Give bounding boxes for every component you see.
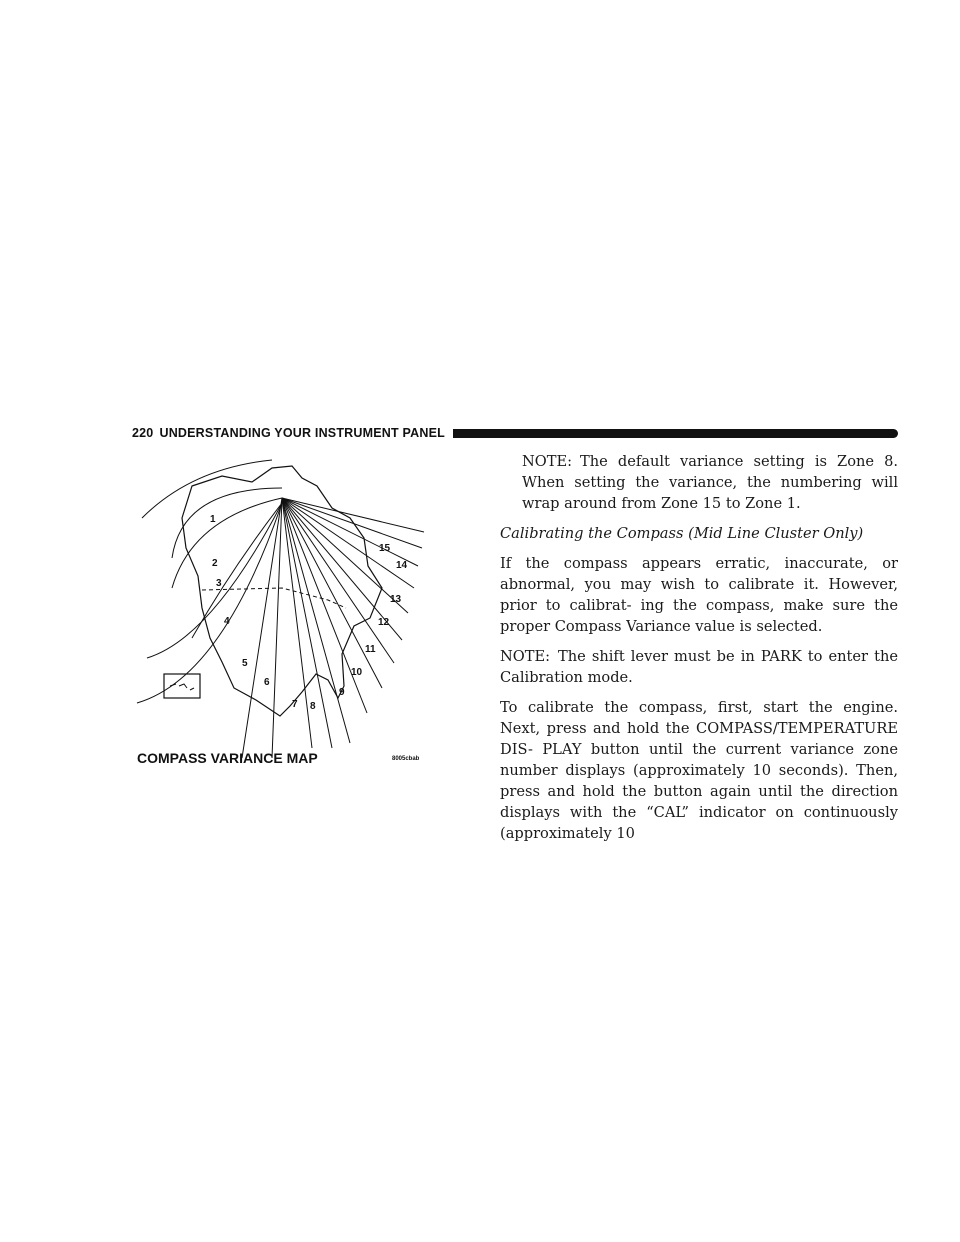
zone-label: 7 — [292, 699, 298, 710]
zone-label: 15 — [379, 543, 391, 554]
zone-label: 14 — [396, 560, 408, 571]
note-text: The shift lever must be in PARK to enter the Calibration mode. — [500, 648, 898, 686]
paragraph: If the compass appears erratic, inaccurate, or abnormal, you may wish to calibrate it. However, prior to calibrat- ing the compass, make sure the proper Compass Variance value is selected. — [500, 555, 898, 635]
zone-label: 12 — [378, 617, 390, 628]
zone-label: 4 — [224, 616, 230, 627]
isogonic-arc — [142, 460, 272, 518]
zone-label: 3 — [216, 578, 222, 589]
note-label: NOTE: — [522, 453, 573, 470]
zone-label: 9 — [339, 687, 345, 698]
zone-label: 6 — [264, 677, 270, 688]
note-label: NOTE: — [500, 648, 551, 665]
note-paragraph — [500, 451, 898, 514]
zone-label: 13 — [390, 594, 402, 605]
page-header — [132, 425, 898, 441]
note-paragraph — [500, 646, 898, 688]
zone-label: 8 — [310, 701, 316, 712]
compass-variance-map — [132, 448, 444, 768]
zone-label: 10 — [351, 667, 363, 678]
isogonic-arc — [172, 498, 282, 588]
paragraph: To calibrate the compass, first, start the engine. Next, press and hold the COMPASS/TEMPERATURE DIS- PLAY button until the current variance zone number displays (approximately 10 seconds). Then, press and hold the button again until the direction displays with the “CAL” indicator on continuously (approximately 10 — [500, 699, 898, 842]
zone-label: 5 — [242, 658, 248, 669]
header-rule — [453, 429, 898, 438]
map-illustration — [132, 448, 444, 768]
subheading: Calibrating the Compass (Mid Line Cluster Only) — [500, 525, 864, 542]
body-text — [500, 451, 898, 853]
zone-label: 11 — [365, 644, 376, 655]
zone-label: 1 — [210, 514, 216, 525]
zone-label: 2 — [212, 558, 218, 569]
page-number: 220 — [132, 426, 154, 440]
section-title: UNDERSTANDING YOUR INSTRUMENT PANEL — [159, 426, 445, 440]
figure-caption: COMPASS VARIANCE MAP — [137, 750, 318, 766]
note-text: The default variance setting is Zone 8. When setting the variance, the numbering will wrap around from Zone 15 to Zone 1. — [522, 453, 898, 512]
figure-code: 8005cbab — [392, 756, 420, 762]
